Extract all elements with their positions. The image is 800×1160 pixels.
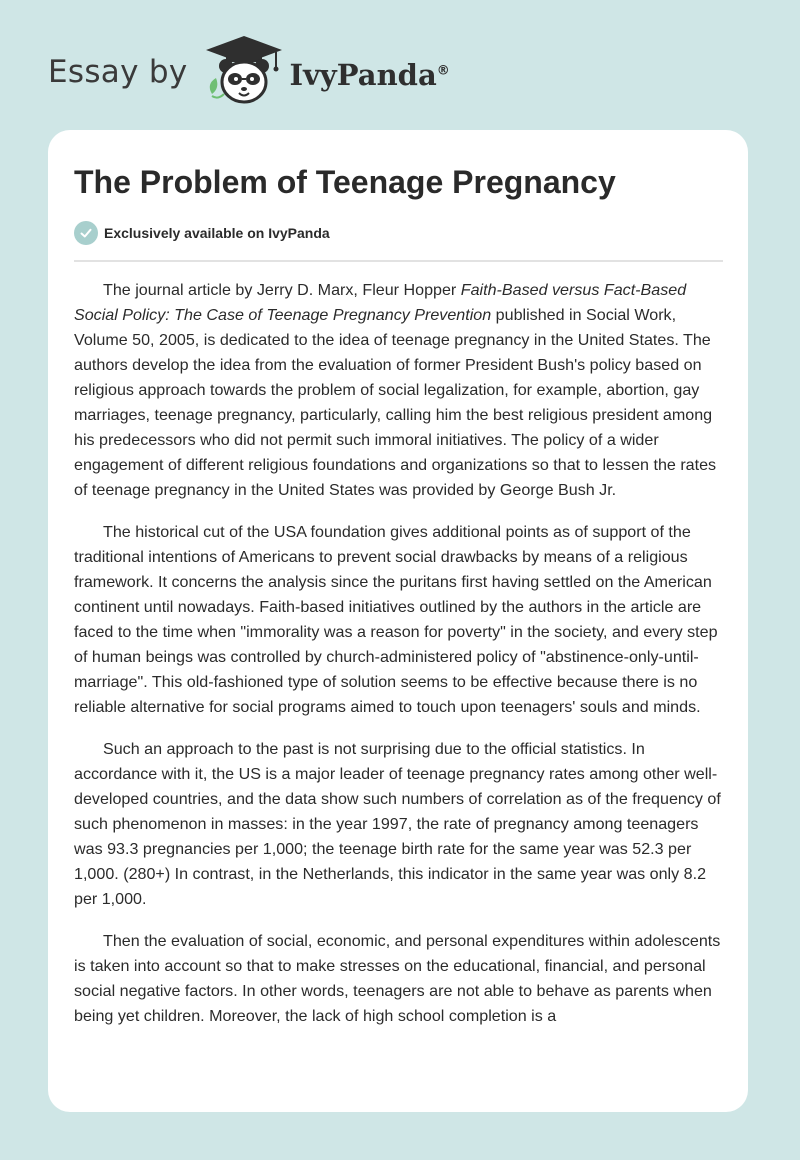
site-header	[0, 0, 800, 130]
paragraph: The historical cut of the USA foundation gives additional points as of support of the traditional intentions of Americans to prevent social drawbacks by means of a religious framework. It concerns the analysis since the puritans first having settled on the American continent until nowadays. Faith-based initiatives outlined by the authors in the article are faced to the time when "immorality was a reason for poverty" in the society, and every step of human beings was controlled by church-administered policy of "abstinence-only-until-marriage". This old-fashioned type of solution seems to be effective because there is no reliable alternative for social programs aimed to touch upon teenagers' souls and minds.	[74, 523, 718, 716]
essay-by-label: Essay by	[48, 54, 188, 90]
registered-mark: ®	[436, 63, 450, 79]
paragraph	[74, 278, 726, 503]
divider	[74, 260, 723, 262]
exclusive-badge	[74, 221, 330, 245]
brand-logo[interactable]	[48, 36, 450, 108]
paragraph-text: published in Social Work, Volume 50, 2005, is dedicated to the idea of teenage pregnancy in the United States. The authors develop the idea from the evaluation of former President Bush's policy based on religious approach towards the problem of social legalization, for example, abortion, gay marriages, teenage pregnancy, particularly, calling him the best religious president among his predecessors who did not permit such immoral initiatives. The policy of a wider engagement of different religious foundations and organizations so that to lessen the rates of teenage pregnancy in the United States was provided by George Bush Jr.	[74, 306, 717, 499]
essay-body	[74, 278, 726, 1046]
exclusive-label: Exclusively available on IvyPanda	[104, 225, 330, 241]
page-title: The Problem of Teenage Pregnancy	[74, 164, 616, 200]
graduate-panda-icon	[202, 34, 286, 106]
paragraph-text: The journal article by Jerry D. Marx, Fleur Hopper	[103, 281, 461, 299]
brand-name: IvyPanda®	[289, 58, 450, 92]
paragraph: Then the evaluation of social, economic, and personal expenditures within adolescents is taken into account so that to make stresses on the educational, financial, and personal social negative factors. In other words, teenagers are not able to behave as parents when being yet children. Moreover, the lack of high school completion is a	[74, 932, 721, 1025]
essay-card	[48, 130, 748, 1112]
paragraph: Such an approach to the past is not surprising due to the official statistics. In accordance with it, the US is a major leader of teenage pregnancy rates among other well-developed countries, and the data show such numbers of correlation as of the frequency of such phenomenon in masses: in the year 1997, the rate of pregnancy among teenagers was 93.3 pregnancies per 1,000; the teenage birth rate for the same year was 52.3 per 1,000. (280+) In contrast, in the Netherlands, this indicator in the same year was only 8.2 per 1,000.	[74, 740, 721, 908]
article-title-italic: Faith-Based versus Fact-Based Social Policy: The Case of Teenage Pregnancy Prevention	[74, 281, 687, 324]
check-circle-icon	[74, 221, 98, 245]
